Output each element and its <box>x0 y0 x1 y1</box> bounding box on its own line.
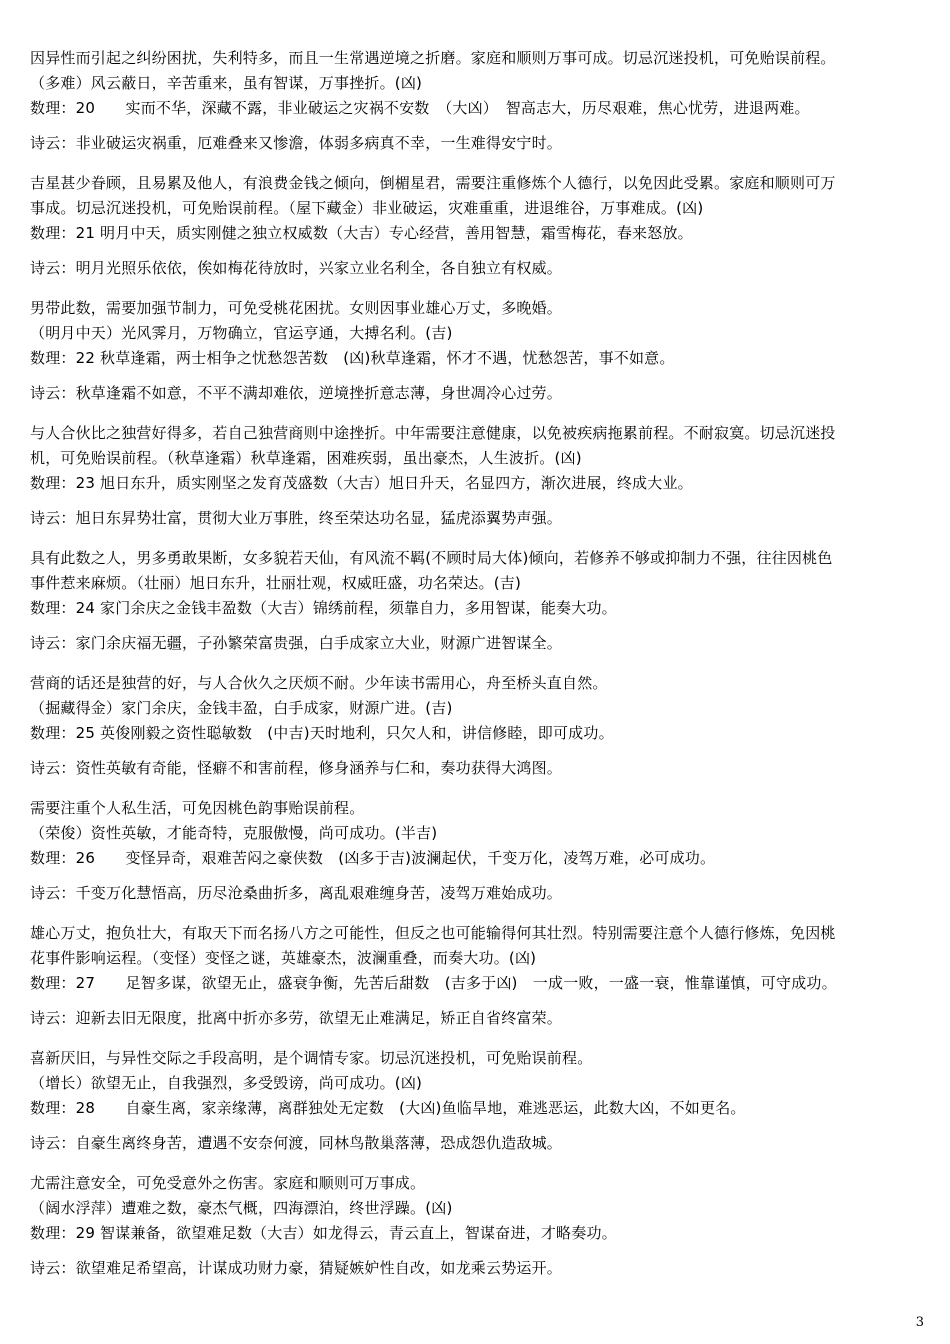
text-line: 尤需注意安全，可免受意外之伤害。家庭和顺则可万事成。 <box>30 1174 426 1192</box>
text-line: 喜新厌旧，与异性交际之手段高明，是个调情专家。切忌沉迷投机，可免贻误前程。 <box>30 1049 593 1067</box>
poem-line: 诗云：资性英敏有奇能，怪癖不和害前程，修身涵养与仁和，奏功获得大鸿图。 <box>30 759 563 777</box>
text-line: （多难）风云蔽日，辛苦重来，虽有智谋，万事挫折。(凶) <box>30 74 423 92</box>
numerology-line: 数理：20 实而不华，深藏不露，非业破运之灾祸不安数 （大凶） 智高志大，历尽艰难，焦心忧劳，进退两难。 <box>30 99 810 117</box>
numerology-line: 数理：23 旭日东升，质实刚坚之发育茂盛数（大吉）旭日升天，名显四方，渐次进展，终成大业。 <box>30 474 693 492</box>
text-line: 营商的话还是独营的好，与人合伙久之厌烦不耐。少年读书需用心，舟至桥头直自然。 <box>30 674 608 692</box>
poem-line: 诗云：家门余庆福无疆，子孙繁荣富贵强，白手成家立大业，财源广进智谋全。 <box>30 634 563 652</box>
text-line: 机，可免贻误前程。（秋草逢霜）秋草逢霜，困难疾弱，虽出豪杰，人生波折。(凶) <box>30 449 582 467</box>
numerology-line: 数理：26 变怪异奇，艰难苦闷之豪侠数 (凶多于吉)波澜起伏，千变万化，凌驾万难，必可成功。 <box>30 849 716 867</box>
numerology-line: 数理：25 英俊刚毅之资性聪敏数 (中吉)天时地利，只欠人和，讲信修睦，即可成功。 <box>30 724 614 742</box>
text-line: 花事件影响运程。（变怪）变怪之谜，英雄豪杰，波澜重叠，而奏大功。(凶) <box>30 949 537 967</box>
poem-line: 诗云：非业破运灾祸重，厄难叠来又惨澹，体弱多病真不幸，一生难得安宁时。 <box>30 134 563 152</box>
text-line: 男带此数，需要加强节制力，可免受桃花困扰。女则因事业雄心万丈，多晚婚。 <box>30 299 563 317</box>
text-line: 具有此数之人，男多勇敢果断，女多貌若天仙，有风流不羁(不顾时局大体)倾向，若修养不够或抑制力不强，往往因桃色 <box>30 549 833 567</box>
document-page <box>30 46 926 1296</box>
numerology-line: 数理：21 明月中天，质实刚健之独立权威数（大吉）专心经营，善用智慧，霜雪梅花，春来怒放。 <box>30 224 693 242</box>
text-line: 需要注重个人私生活，可免因桃色韵事贻误前程。 <box>30 799 365 817</box>
poem-line: 诗云：秋草逢霜不如意，不平不满却难依，逆境挫折意志薄，身世凋冷心过劳。 <box>30 384 563 402</box>
numerology-line: 数理：29 智谋兼备，欲望难足数（大吉）如龙得云，青云直上，智谋奋进，才略奏功。 <box>30 1224 617 1242</box>
text-line: （增长）欲望无止，自我强烈，多受毁谤，尚可成功。(凶) <box>30 1074 423 1092</box>
text-line: 与人合伙比之独营好得多，若自己独营商则中途挫折。中年需要注意健康，以免被疾病拖累前程。不耐寂寞。切忌沉迷投 <box>30 424 836 442</box>
page-number: 3 <box>915 1315 924 1330</box>
text-line: 吉星甚少眷顾，且易累及他人，有浪费金钱之倾向，倒楣星君，需要注重修炼个人德行，以免因此受累。家庭和顺则可万 <box>30 174 836 192</box>
poem-line: 诗云：自豪生离终身苦，遭遇不安奈何渡，同林鸟散巢落薄，恐成怨仇造敌城。 <box>30 1134 563 1152</box>
text-line: （掘藏得金）家门余庆，金钱丰盈，白手成家，财源广进。(吉) <box>30 699 453 717</box>
text-line: 因异性而引起之纠纷困扰，失利特多，而且一生常遇逆境之折磨。家庭和顺则万事可成。切忌沉迷投机，可免贻误前程。 <box>30 49 836 67</box>
text-line: （明月中天）光风霁月，万物确立，官运亨通，大搏名利。(吉) <box>30 324 453 342</box>
poem-line: 诗云：欲望难足希望高，计谋成功财力豪，猜疑嫉妒性自改，如龙乘云势运开。 <box>30 1259 563 1277</box>
poem-line: 诗云：迎新去旧无限度，批离中折亦多劳，欲望无止难满足，矫正自省终富荣。 <box>30 1009 563 1027</box>
numerology-line: 数理：24 家门余庆之金钱丰盈数（大吉）锦绣前程，须靠自力，多用智谋，能奏大功。 <box>30 599 617 617</box>
poem-line: 诗云：明月光照乐依依，俟如梅花待放时，兴家立业名利全，各自独立有权威。 <box>30 259 563 277</box>
text-line: 雄心万丈，抱负壮大，有取天下而名扬八方之可能性，但反之也可能输得何其壮烈。特别需要注意个人德行修炼，免因桃 <box>30 924 836 942</box>
poem-line: 诗云：千变万化慧悟高，历尽沧桑曲折多，离乱艰难缠身苦，凌驾万难始成功。 <box>30 884 563 902</box>
numerology-line: 数理：28 自豪生离，家亲缘薄，离群独处无定数 (大凶)鱼临旱地，难逃恶运，此数大凶，不如更名。 <box>30 1099 746 1117</box>
text-line: 事成。切忌沉迷投机，可免贻误前程。（屋下藏金）非业破运，灾难重重，进退维谷，万事难成。(凶) <box>30 199 704 217</box>
numerology-line: 数理：27 足智多谋，欲望无止，盛衰争衡，先苦后甜数 (吉多于凶) 一成一败，一盛一衰，惟靠谨慎，可守成功。 <box>30 974 837 992</box>
text-line: 事件惹来麻烦。（壮丽）旭日东升，壮丽壮观，权威旺盛，功名荣达。(吉) <box>30 574 522 592</box>
numerology-line: 数理：22 秋草逢霜，两士相争之忧愁怨苦数 (凶)秋草逢霜，怀才不遇，忧愁怨苦，事不如意。 <box>30 349 675 367</box>
text-line: （阔水浮萍）遭难之数，豪杰气概，四海漂泊，终世浮躁。(凶) <box>30 1199 453 1217</box>
poem-line: 诗云：旭日东昇势壮富，贯彻大业万事胜，终至荣达功名显，猛虎添翼势声强。 <box>30 509 563 527</box>
text-line: （荣俊）资性英敏，才能奇特，克服傲慢，尚可成功。(半吉) <box>30 824 438 842</box>
